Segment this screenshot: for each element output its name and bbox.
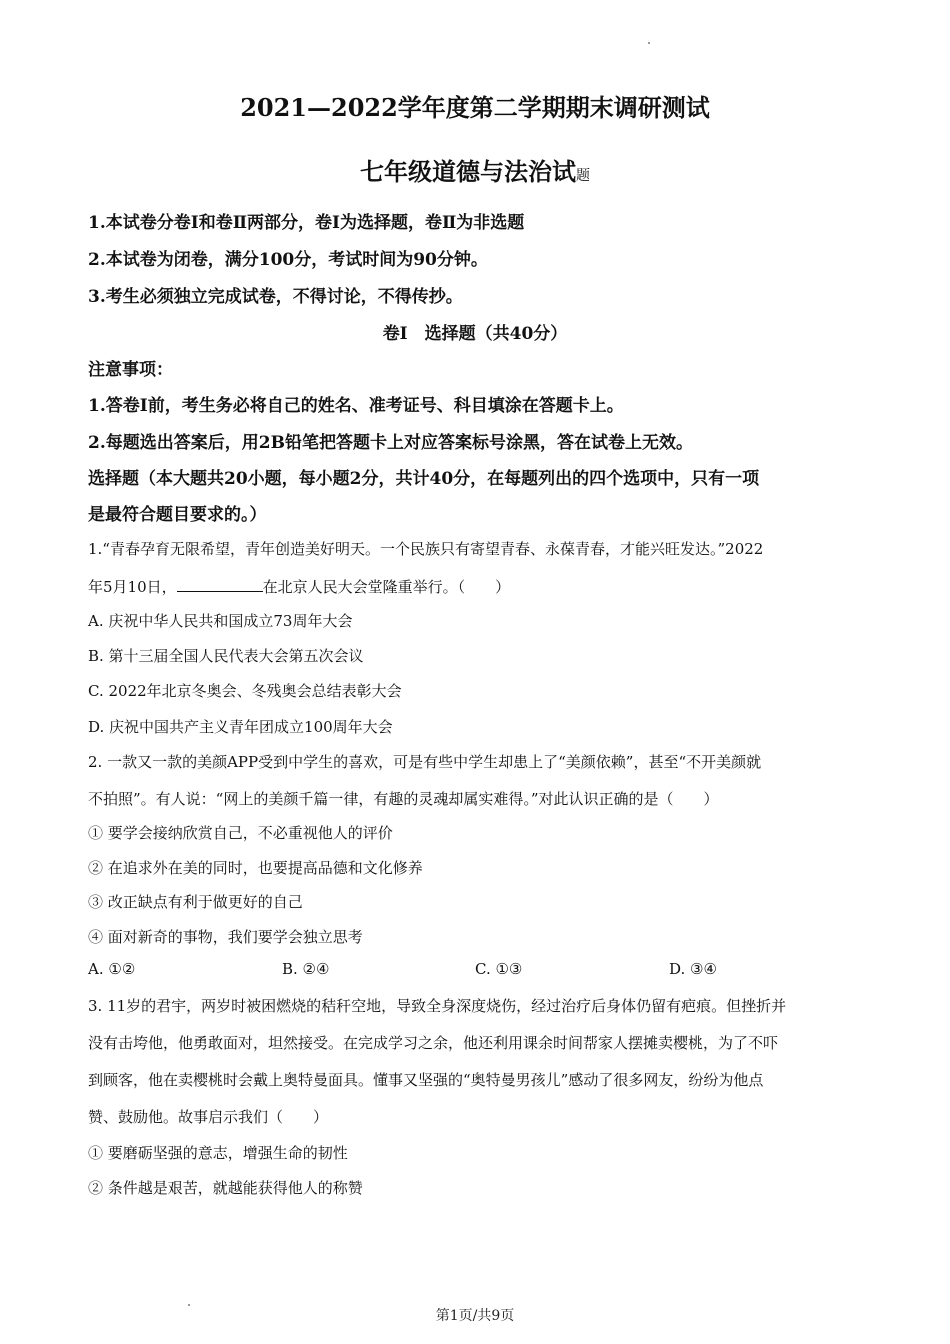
question-3-statement: ① 要磨砺坚强的意志，增强生命的韧性 xyxy=(88,1144,348,1162)
question-2-choice-a: A. ①② xyxy=(88,960,136,978)
question-2-choice-c: C. ①③ xyxy=(475,960,523,978)
notice-title: 注意事项： xyxy=(88,360,173,380)
question-3-stem-cont: 没有击垮他，他勇敢面对，坦然接受。在完成学习之余，他还利用课余时间帮家人摆摊卖樱桃，为了不吓 xyxy=(88,1034,779,1052)
exam-title: 2021—2022学年度第二学期期末调研测试 xyxy=(240,93,710,122)
mc-intro-line: 选择题（本大题共20小题，每小题2分，共计40分，在每题列出的四个选项中，只有一项 xyxy=(88,469,760,489)
question-3-statement: ② 条件越是艰苦，就越能获得他人的称赞 xyxy=(88,1179,363,1197)
question-2-statement: ② 在追求外在美的同时，也要提高品德和文化修养 xyxy=(88,859,423,877)
question-1-date: 年5月10日， xyxy=(88,578,177,596)
question-1-option-d: D. 庆祝中国共产主义青年团成立100周年大会 xyxy=(88,718,393,736)
question-2-choice-b: B. ②④ xyxy=(282,960,330,978)
notice-line: 2.每题选出答案后，用2B铅笔把答题卡上对应答案标号涂黑，答在试卷上无效。 xyxy=(88,433,693,453)
question-1-tail: 在北京人民大会堂隆重举行。（ ） xyxy=(262,578,511,596)
answer-blank xyxy=(177,577,263,592)
question-2-stem-cont: 不拍照”。有人说：“网上的美颜千篇一律，有趣的灵魂却属实难得。”对此认识正确的是（ ） xyxy=(88,790,719,808)
question-2-statement: ③ 改正缺点有利于做更好的自己 xyxy=(88,893,303,911)
question-3-stem-cont: 赞、鼓励他。故事启示我们（ ） xyxy=(88,1108,329,1126)
question-1-option-b: B. 第十三届全国人民代表大会第五次会议 xyxy=(88,647,364,665)
instruction-line: 3.考生必须独立完成试卷，不得讨论，不得传抄。 xyxy=(88,287,463,307)
question-2-statement: ① 要学会接纳欣赏自己，不必重视他人的评价 xyxy=(88,824,393,842)
question-2-statement: ④ 面对新奇的事物，我们要学会独立思考 xyxy=(88,928,363,946)
question-1-stem: 1.“青春孕育无限希望，青年创造美好明天。一个民族只有寄望青春、永葆青春，才能兴旺发达。”2022 xyxy=(88,540,764,558)
question-1-stem-cont xyxy=(88,576,510,597)
question-3-stem: 3. 11岁的君宇，两岁时被困燃烧的秸秆空地，导致全身深度烧伤，经过治疗后身体仍留有疤痕。但挫折并 xyxy=(88,997,787,1015)
page-number: 第1页/共9页 xyxy=(435,1308,515,1324)
instruction-line: 2.本试卷为闭卷，满分100分，考试时间为90分钟。 xyxy=(88,250,488,270)
question-2-stem: 2. 一款又一款的美颜APP受到中学生的喜欢，可是有些中学生却患上了“美颜依赖”，甚至“不开美颜就 xyxy=(88,753,762,771)
scan-speck xyxy=(648,42,650,44)
question-1-option-a: A. 庆祝中华人民共和国成立73周年大会 xyxy=(88,612,353,630)
exam-subtitle xyxy=(0,152,950,187)
instruction-line: 1.本试卷分卷Ⅰ和卷Ⅱ两部分，卷Ⅰ为选择题，卷Ⅱ为非选题 xyxy=(88,213,525,233)
section-heading: 卷Ⅰ 选择题（共40分） xyxy=(382,324,568,344)
question-1-option-c: C. 2022年北京冬奥会、冬残奥会总结表彰大会 xyxy=(88,682,402,700)
question-2-choice-d: D. ③④ xyxy=(669,960,717,978)
mc-intro-line: 是最符合题目要求的。） xyxy=(88,505,267,525)
exam-subtitle-tail: 题 xyxy=(576,168,590,184)
notice-line: 1.答卷Ⅰ前，考生务必将自己的姓名、准考证号、科目填涂在答题卡上。 xyxy=(88,396,624,416)
question-3-stem-cont: 到顾客，他在卖樱桃时会戴上奥特曼面具。懂事又坚强的“奥特曼男孩儿”感动了很多网友，纷纷为他点 xyxy=(88,1071,764,1089)
exam-subtitle-main: 七年级道德与法治试 xyxy=(360,157,576,186)
